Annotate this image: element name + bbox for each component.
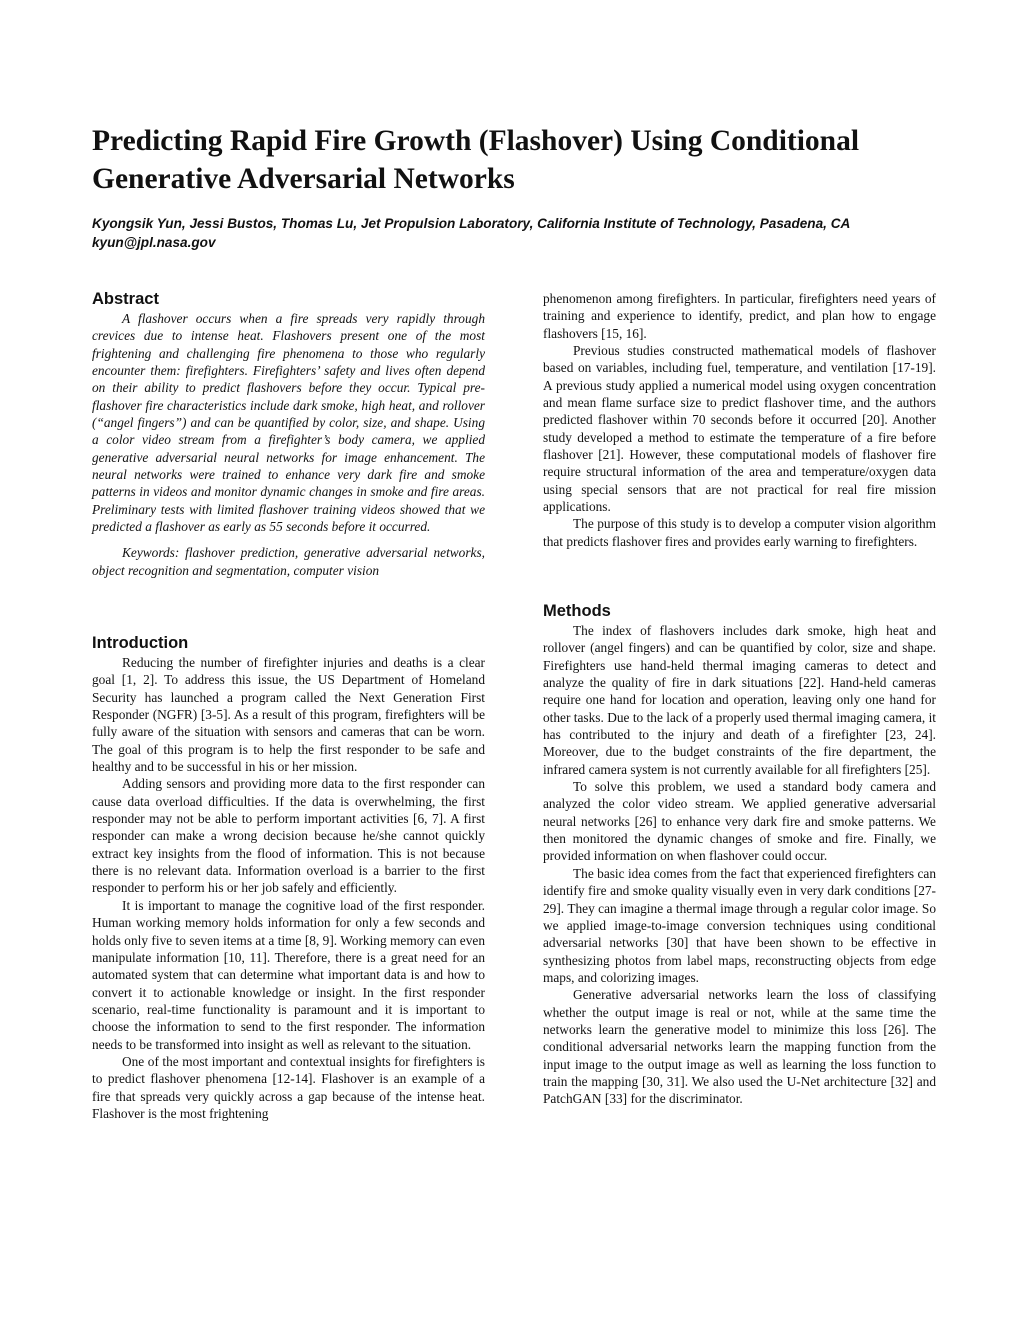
- abstract-section: [92, 288, 485, 579]
- methods-paragraph: Generative adversarial networks learn the loss of classifying whether the output image is real or not, while at the same time the networks learn the generative model to minimize this loss [26]. The conditional adversarial networks learn the mapping function from the input image to the output image as well as learning the loss function to train the mapping [30, 31]. We also used the U-Net architecture [32] and PatchGAN [33] for the discriminator.: [543, 987, 936, 1107]
- introduction-paragraph: It is important to manage the cognitive load of the first responder. Human working memory holds information for only a few seconds and holds only five to seven items at a time [8, 9]. Working memory can even manipulate information [10, 11]. Therefore, there is a great need for an automated system that can determine what important data is and how to convert it to actionable knowledge or insight. In the first responder scenario, real-time functionality is paramount and it is important to choose the information to send to the first responder. The information needs to be transformed into insight as well as relevant to the situation.: [92, 897, 485, 1052]
- introduction-paragraph: One of the most important and contextual insights for firefighters is to predict flashover phenomena [12-14]. Flashover is an example of a fire that spreads very quickly across a gap because of the intense heat. Flashover is the most frightening: [92, 1053, 485, 1121]
- abstract-heading: Abstract: [92, 290, 159, 308]
- methods-section: [543, 600, 936, 1108]
- introduction-paragraph: Adding sensors and providing more data to the first responder can cause data overload difficulties. If the data is overwhelming, the first responder may not be able to perform important activities [6, 7]. A first responder can make a wrong decision because he/she cannot quickly extract key insights from the flood of information. This is not because there is no relevant data. Information overload is a barrier to the first responder to perform his or her job safely and efficiently.: [92, 776, 485, 896]
- author-email: kyun@jpl.nasa.gov: [92, 235, 216, 250]
- introduction-paragraph: Reducing the number of firefighter injuries and deaths is a clear goal [1, 2]. To address this issue, the US Department of Homeland Security has launched a program called the Next Generation First Responder (NGFR) [3-5]. As a result of this program, firefighters will be fully aware of the situation with sensors and cameras that can be worn. The goal of this program is to help the first responder to be safe and healthy and to be successful in his or her mission.: [92, 655, 485, 775]
- methods-paragraph: The basic idea comes from the fact that experienced firefighters can identify fire and smoke quality visually even in very dark conditions [27-29]. They can imagine a thermal image through a regular color image. So we applied image-to-image conversion techniques using conditional adversarial networks [30] that have been shown to be effective in synthesizing photos from label maps, reconstructing objects from edge maps, and colorizing images.: [543, 865, 936, 985]
- introduction-heading: Introduction: [92, 634, 189, 652]
- introduction-continuation: [543, 290, 936, 550]
- continuation-paragraph: phenomenon among firefighters. In particular, firefighters need years of training and experience to identify, predict, and plan how to engage flashovers [15, 16].: [543, 291, 936, 341]
- methods-paragraph: The index of flashovers includes dark smoke, high heat and rollover (angel fingers) and can be quantified by color, size and shape. Firefighters use hand-held thermal imaging cameras to detect and analyze the quality of fire in dark situations [22]. Hand-held cameras require one hand for location and operation, leaving only one hand for other tasks. Due to the lack of a properly used thermal imaging camera, it has contributed to the injury and death of a firefighter [23, 24]. Moreover, due to the budget constraints of the fire department, the infrared camera system is not currently available for all firefighters [25].: [543, 623, 936, 777]
- methods-heading: Methods: [543, 602, 611, 620]
- paper-title: Predicting Rapid Fire Growth (Flashover) Using Conditional Generative Adversarial Networks: [92, 125, 860, 195]
- author-list: Kyongsik Yun, Jessi Bustos, Thomas Lu, Jet Propulsion Laboratory, California Institute of Technology, Pasadena, CA: [92, 216, 851, 231]
- introduction-section: [92, 632, 485, 1122]
- abstract-text: A flashover occurs when a fire spreads very rapidly through crevices due to intense heat. Flashovers present one of the most frightening and challenging fire phenomena to those who regularly encounter them: firefighters. Firefighters’ safety and lives often depend on their ability to predict flashovers before they occur. Typical pre-flashover fire characteristics include dark smoke, high heat, and rollover (“angel fingers”) and can be quantified by color, size, and shape. Using a color video stream from a firefighter’s body camera, we applied generative adversarial neural networks for image enhancement. The neural networks were trained to enhance very dark fire and smoke patterns in videos and monitor dynamic changes in smoke and fire areas. Preliminary tests with limited flashover training videos showed that we predicted a flashover as early as 55 seconds before it occurred.: [92, 311, 485, 535]
- keywords: Keywords: flashover prediction, generative adversarial networks, object recognition and segmentation, computer vision: [92, 545, 485, 578]
- methods-paragraph: To solve this problem, we used a standard body camera and analyzed the color video stream. We applied generative adversarial neural networks [26] to enhance very dark fire and smoke patterns. We then monitored the dynamic changes of smoke and fire. Finally, we provided information on when flashover could occur.: [543, 779, 936, 864]
- author-block: [92, 214, 952, 252]
- introduction-paragraph: Previous studies constructed mathematical models of flashover based on variables, including fuel, temperature, and ventilation [17-19]. A previous study applied a numerical model using oxygen concentration and mean flame surface size to predict flashover time, and the authors predicted flashover within 70 seconds before it occurred [20]. Another study developed a method to estimate the temperature of a fire before flashover [21]. However, these computational models of flashover fire require structural information of the area and temperature/oxygen data using special sensors that are not practical for real fire mission applications.: [543, 343, 936, 515]
- introduction-paragraph: The purpose of this study is to develop a computer vision algorithm that predicts flashover fires and provides early warning to firefighters.: [543, 516, 936, 549]
